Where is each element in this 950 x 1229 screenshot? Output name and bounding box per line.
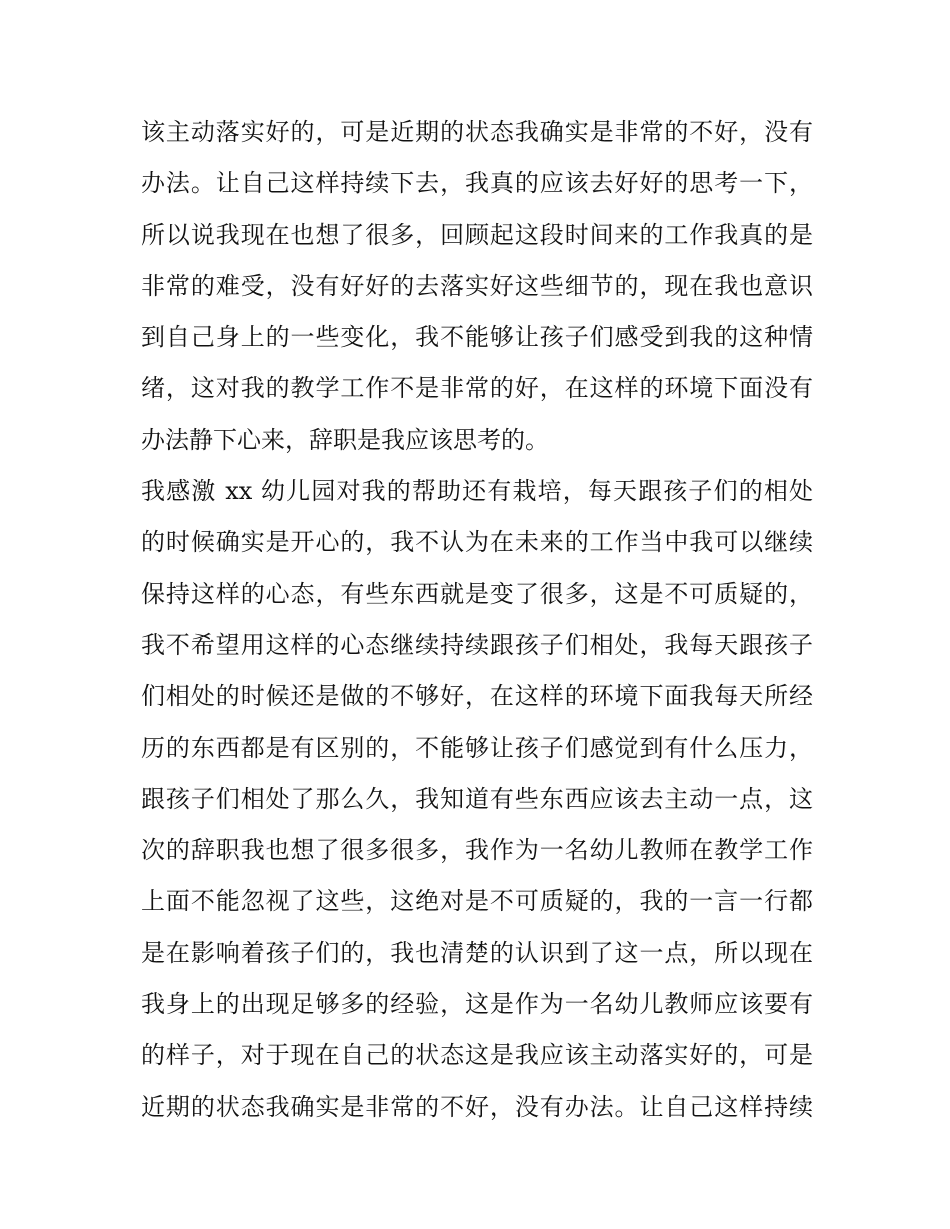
text-line: 的时候确实是开心的，我不认为在未来的工作当中我可以继续 <box>141 528 813 557</box>
text-line: 我不希望用这样的心态继续持续跟孩子们相处，我每天跟孩子 <box>141 630 813 659</box>
text-line: 近期的状态我确实是非常的不好，没有办法。让自己这样持续 <box>141 1092 813 1121</box>
text-line: 保持这样的心态，有些东西就是变了很多，这是不可质疑的， <box>141 579 813 608</box>
text-line: 是在影响着孩子们的，我也清楚的认识到了这一点，所以现在 <box>141 938 813 967</box>
text-line: 办法。让自己这样持续下去，我真的应该去好好的思考一下， <box>141 169 813 198</box>
text-line: 历的东西都是有区别的，不能够让孩子们感觉到有什么压力， <box>141 733 813 762</box>
text-line: 我感激 xx 幼儿园对我的帮助还有栽培，每天跟孩子们的相处 <box>141 477 813 506</box>
document-body <box>141 107 813 1133</box>
text-line: 该主动落实好的，可是近期的状态我确实是非常的不好，没有 <box>141 118 813 146</box>
text-line: 非常的难受，没有好好的去落实好这些细节的，现在我也意识 <box>141 271 813 300</box>
text-line: 次的辞职我也想了很多很多，我作为一名幼儿教师在教学工作 <box>141 836 813 865</box>
text-line: 到自己身上的一些变化，我不能够让孩子们感受到我的这种情 <box>141 323 813 352</box>
text-line: 跟孩子们相处了那么久，我知道有些东西应该去主动一点，这 <box>141 784 813 813</box>
text-line: 我身上的出现足够多的经验，这是作为一名幼儿教师应该要有 <box>141 990 813 1019</box>
text-line: 办法静下心来，辞职是我应该思考的。 <box>141 425 549 454</box>
text-line: 上面不能忽视了这些，这绝对是不可质疑的，我的一言一行都 <box>141 887 813 916</box>
text-line: 绪，这对我的教学工作不是非常的好，在这样的环境下面没有 <box>141 374 813 403</box>
text-line: 所以说我现在也想了很多，回顾起这段时间来的工作我真的是 <box>141 220 813 249</box>
text-line: 的样子，对于现在自己的状态这是我应该主动落实好的，可是 <box>141 1041 813 1070</box>
text-line: 们相处的时候还是做的不够好，在这样的环境下面我每天所经 <box>141 682 813 711</box>
